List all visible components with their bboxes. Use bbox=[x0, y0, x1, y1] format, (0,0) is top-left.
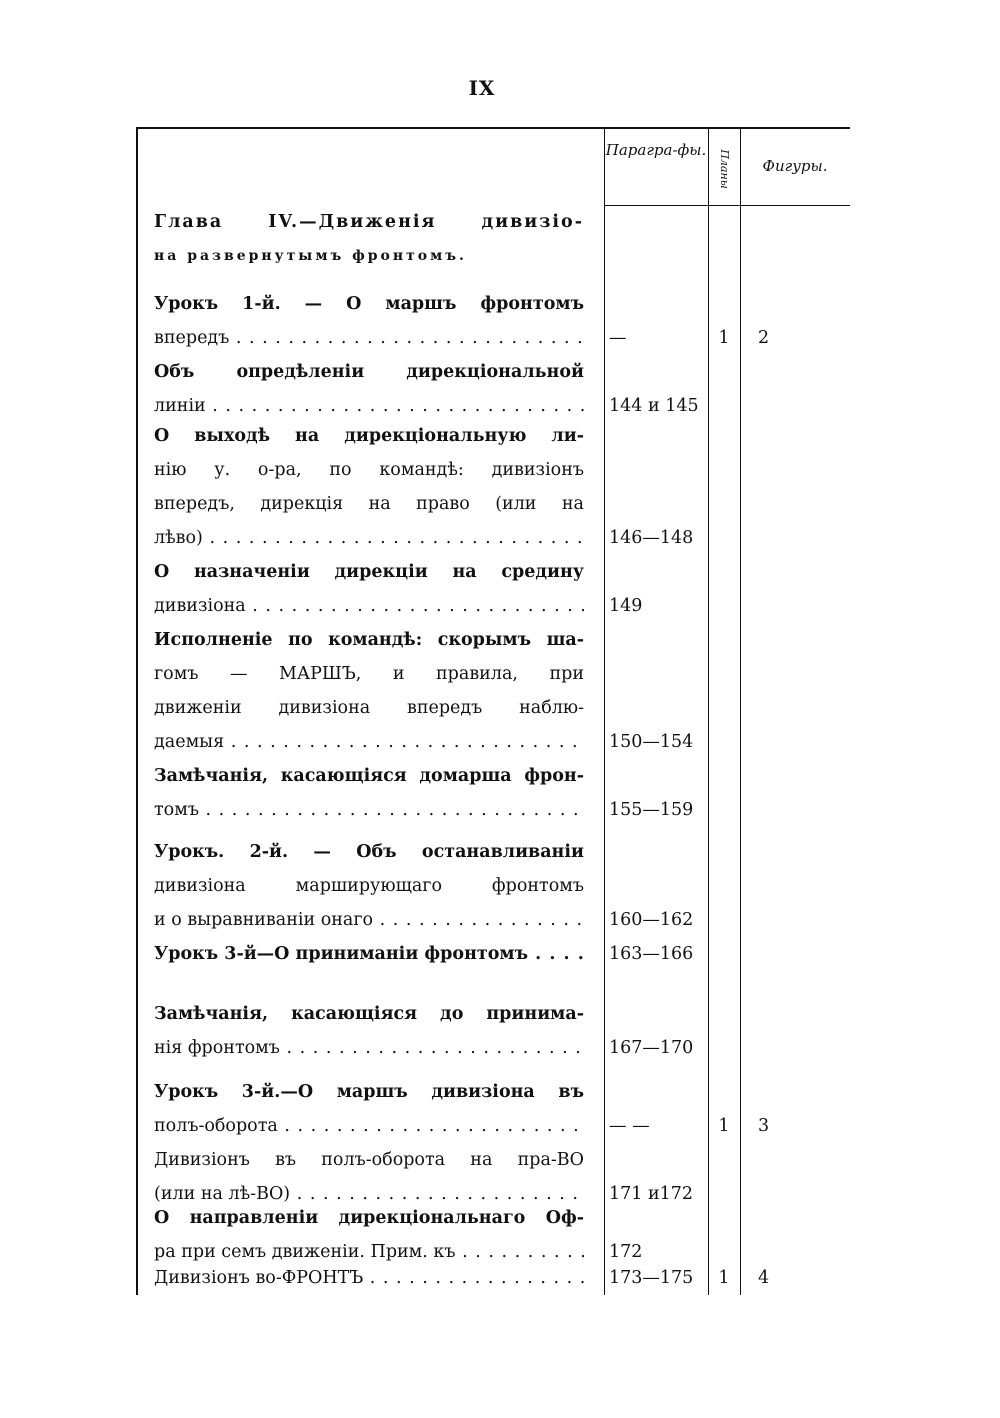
entry-line: томъ . . . bbox=[154, 793, 584, 827]
entry-line: впередъ, дирекція на право (или на bbox=[154, 494, 584, 514]
paragraphs-column-header: Парагра-фы. bbox=[605, 141, 707, 159]
entry-line: нія фронтомъ . . . bbox=[154, 1031, 584, 1065]
entry-line: гомъ — МАРШЪ, и правила, при bbox=[154, 664, 584, 684]
table-of-contents bbox=[136, 127, 850, 1295]
paragraph-ref: 144 и 145 bbox=[609, 396, 699, 416]
paragraph-ref: 155—159 bbox=[609, 800, 694, 820]
plan-ref: 1 bbox=[718, 328, 730, 348]
chapter-title-line: Глава IV.—Движенія дивизіо- bbox=[154, 212, 584, 232]
entry-line: Замѣчанія, касающіяся домарша фрон- bbox=[154, 766, 584, 786]
column-divider bbox=[740, 129, 741, 1295]
plan-ref: 1 bbox=[718, 1268, 730, 1288]
paragraph-ref: 172 bbox=[609, 1242, 643, 1262]
figures-column-header: Фигуры. bbox=[762, 157, 828, 175]
entry-line: полъ-оборота . . . bbox=[154, 1109, 584, 1143]
entry-line: Урокъ 3-й—О приниманіи фронтомъ . . . bbox=[154, 937, 584, 971]
entry-line: нію у. о-ра, по командѣ: дивизіонъ bbox=[154, 460, 584, 480]
paragraph-ref: — — bbox=[609, 1116, 650, 1136]
entry-line: Урокъ 1-й. — О маршъ фронтомъ bbox=[154, 294, 584, 314]
entry-line: Замѣчанія, касающіяся до принима- bbox=[154, 1004, 584, 1024]
entry-line: Дивизіонъ въ полъ-оборота на пра-ВО bbox=[154, 1150, 584, 1170]
entry-line: Дивизіонъ во-ФРОНТЪ . . . bbox=[154, 1261, 584, 1295]
figure-ref: 3 bbox=[758, 1116, 770, 1136]
entry-line: О выходѣ на дирекціональную ли- bbox=[154, 426, 584, 446]
entry-line: движеніи дивизіона впередъ наблю- bbox=[154, 698, 584, 718]
column-divider bbox=[604, 129, 605, 1295]
entry-line: и о выравниваніи онаго . . . bbox=[154, 903, 584, 937]
entry-line: О направленіи дирекціональнаго Оф- bbox=[154, 1208, 584, 1228]
plans-label: Планы bbox=[718, 149, 731, 189]
entry-line: дивизіона марширующаго фронтомъ bbox=[154, 876, 584, 896]
paragraph-ref: 173—175 bbox=[609, 1268, 694, 1288]
entry-line: Урокъ 3-й.—О маршъ дивизіона въ bbox=[154, 1082, 584, 1102]
entry-line: ра при семъ движеніи. Прим. къ . . . bbox=[154, 1235, 584, 1269]
entry-line: даемыя . . . bbox=[154, 725, 584, 759]
paragraph-ref: 163—166 bbox=[609, 944, 694, 964]
plan-ref: 1 bbox=[718, 1116, 730, 1136]
paragraph-ref: 146—148 bbox=[609, 528, 694, 548]
entry-line: Урокъ. 2-й. — Объ останавливаніи bbox=[154, 842, 584, 862]
header-divider bbox=[604, 205, 850, 206]
paragraph-ref: 150—154 bbox=[609, 732, 694, 752]
paragraph-ref: — bbox=[609, 328, 627, 348]
entry-line: впередъ . . . bbox=[154, 321, 584, 355]
figure-ref: 2 bbox=[758, 328, 770, 348]
page-number: IX bbox=[468, 76, 496, 100]
figure-ref: 4 bbox=[758, 1268, 770, 1288]
entry-line: лѣво) . . . bbox=[154, 521, 584, 555]
plans-column-header bbox=[708, 133, 740, 205]
entry-line: Объ опредѣленіи дирекціональной bbox=[154, 362, 584, 382]
entry-line: линіи . . . bbox=[154, 389, 584, 423]
entry-line: О назначеніи дирекціи на средину bbox=[154, 562, 584, 582]
paragraph-ref: 160—162 bbox=[609, 910, 694, 930]
entry-line: (или на лѣ-ВО) . . . bbox=[154, 1177, 584, 1211]
paragraph-ref: 167—170 bbox=[609, 1038, 694, 1058]
paragraph-ref: 149 bbox=[609, 596, 643, 616]
chapter-title-line: на развернутымъ фронтомъ. bbox=[154, 248, 467, 264]
entry-line: дивизіона . . . bbox=[154, 589, 584, 623]
entry-line: Исполненіе по командѣ: скорымъ ша- bbox=[154, 630, 584, 650]
paragraph-ref: 171 и172 bbox=[609, 1184, 694, 1204]
